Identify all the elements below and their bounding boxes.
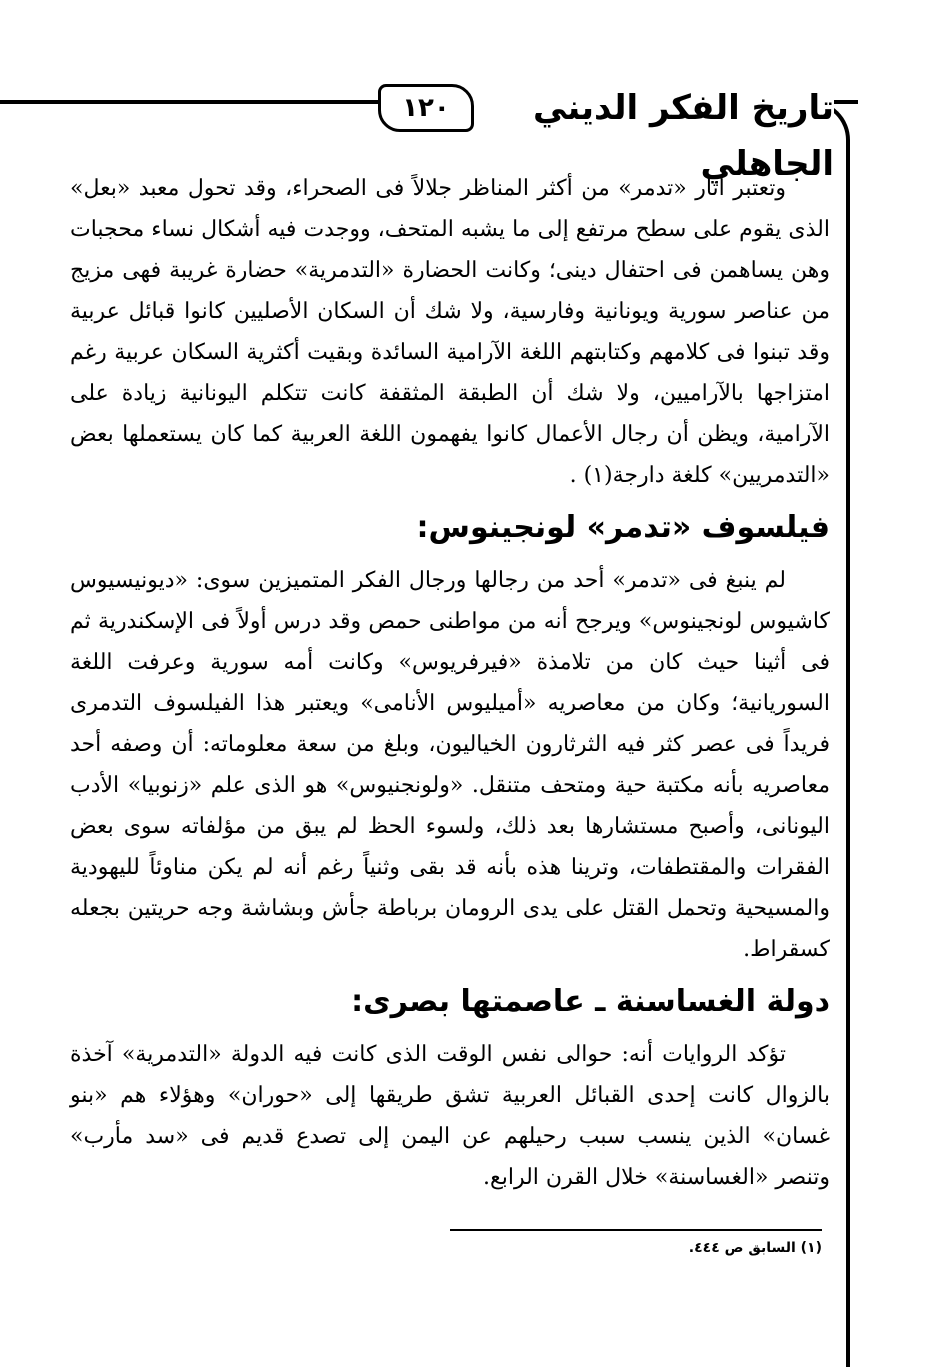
footnote-divider <box>450 1229 822 1231</box>
heading-ghassanids: دولة الغساسنة ـ عاصمتها بصرى: <box>351 984 830 1019</box>
paragraph-palmyra-ruins: وتعتبر آثار «تدمر» من أكثر المناظر جلالاً فى الصحراء، وقد تحول معبد «بعل» الذى يقوم على سطح مرتفع إلى ما يشبه المتحف، ووجدت فيه أشكال نساء محجبات وهن يساهمن فى احتفال دينى؛ وكانت الحضارة «التدمرية» حضارة غريبة فهى مزيج من عناصر سورية ويونانية وفارسية، ولا شك أن السكان الأصليين كانوا قبائل عربية وقد تبنوا فى كلامهم وكتابتهم اللغة الآرامية السائدة وبقيت أكثرية السكان عربية رغم امتزاجها بالآراميين، ولا شك أن الطبقة المثقفة كانت تتكلم اليونانية زيادة على الآرامية، ويظن أن رجال الأعمال كانوا يفهمون اللغة العربية كما كان يستعملها بعض «التدمريين» كلغة دارجة(١) . <box>70 176 830 488</box>
running-title: تاريخ الفكر الديني الجاهلي <box>414 80 834 136</box>
page-body <box>70 168 830 1198</box>
margin-rule <box>846 150 850 1367</box>
paragraph-ghassanids: تؤكد الروايات أنه: حوالى نفس الوقت الذى كانت فيه الدولة «التدمرية» آخذة بالزوال كانت إحدى القبائل العربية تشق طريقها إلى «حوران» وهؤلاء هم «بنو غسان» الذين ينسب سبب رحيلهم عن اليمن إلى تصدع قديم فى «سد مأرب» وتنصر «الغساسنة» خلال القرن الرابع. <box>70 1042 830 1190</box>
heading-longinus: فيلسوف «تدمر» لونجينوس: <box>416 510 830 545</box>
footnote: (١) السابق ص ٤٤٤. <box>688 1240 822 1256</box>
paragraph-longinus: لم ينبغ فى «تدمر» أحد من رجالها ورجال الفكر المتميزين سوى: «ديونيسيوس كاشيوس لونجينوس» ويرجح أنه من مواطنى حمص وقد درس أولاً فى الإسكندرية ثم فى أثينا حيث كان من تلامذة «فيرفريوس» وكانت أمه سورية وعرفت اللغة السوريانية؛ وكان من معاصريه «أميليوس الأنامى» ويعتبر هذا الفيلسوف التدمرى فريداً فى عصر كثر فيه الثرثارون الخياليون، وبلغ من سعة معلوماته: أن وصفه أحد معاصريه بأنه مكتبة حية ومتحف متنقل. «ولونجنيوس» هو الذى علم «زنوبيا» الأدب اليونانى، وأصبح مستشارها بعد ذلك، ولسوء الحظ لم يبق من مؤلفاته سوى بعض الفقرات والمقتطفات، وترينا هذه بأنه قد بقى وثنياً رغم أنه لم يكن مناوئاً لليهودية والمسيحية وتحمل القتل على يدى الرومان برباطة جأش وبشاشة وجه حريتين بجعله كسقراط. <box>70 568 830 962</box>
page-number: ١٢٠ <box>378 84 474 132</box>
